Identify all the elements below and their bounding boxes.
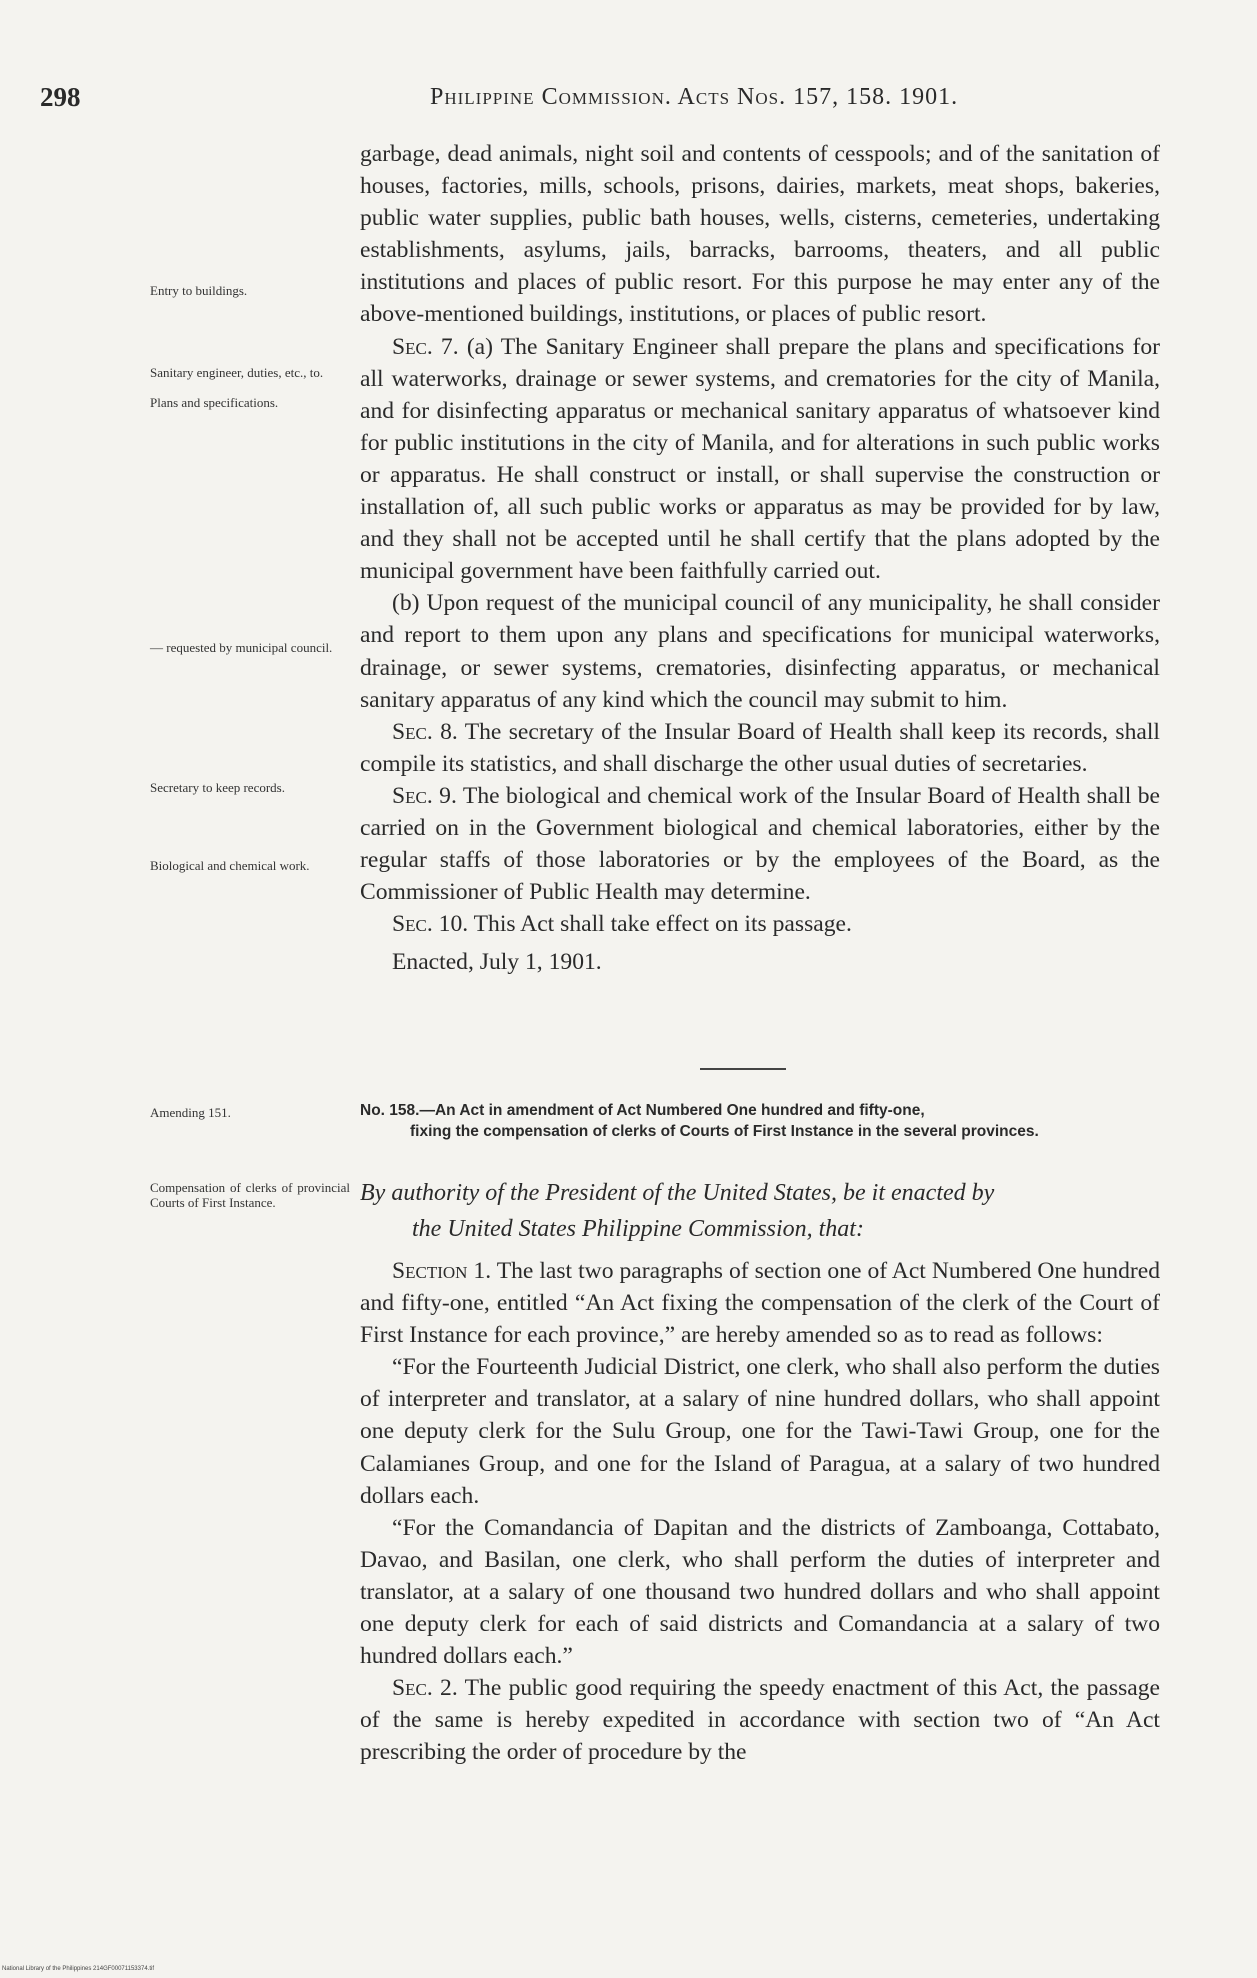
paragraph-quote-1: “For the Fourteenth Judicial District, one clerk, who shall also perform the duties of interpreter and translator, at a salary of nine hundred dollars, who shall appoint one deputy clerk for the Sulu Group, one for the Tawi-Tawi Group, one for the Calamianes Group, and one for the Island of Paragua, at a salary of two hundred dollars each. <box>360 1354 1160 1509</box>
paragraph-sec8 <box>360 716 1160 780</box>
section-divider <box>700 1068 786 1070</box>
margin-note-sanitary-engineer: Sanitary engineer, duties, etc., to. <box>150 365 324 380</box>
paragraph-sec9 <box>360 780 1160 908</box>
paragraph-sec2 <box>360 1672 1160 1768</box>
enacted-date: Enacted, July 1, 1901. <box>392 949 602 976</box>
margin-note-secretary: Secretary to keep records. <box>150 780 285 795</box>
act-158-title <box>360 1100 1160 1142</box>
margin-note-plans: Plans and specifications. <box>150 395 279 410</box>
paragraph-sec7a <box>360 331 1160 588</box>
section-label: Sec. 2. <box>392 1675 458 1702</box>
act-title-line-2: fixing the compensation of clerks of Courts of First Instance in the several provinces. <box>410 1123 1039 1140</box>
paragraph-sanitation: garbage, dead animals, night soil and contents of cesspools; and of the sanitation of houses, factories, mills, schools, prisons, dairies, markets, meat shops, bakeries, public water supplies, public bath houses, wells, cisterns, cemeteries, undertaking establishments, asylums, jails, barracks, barrooms, theaters, and all public institutions and places of public resort. For this purpose he may enter any of the above-mentioned buildings, institutions, or places of public resort. <box>360 141 1160 328</box>
scan-footer: National Library of the Philippines 214GF00071153374.tif <box>2 1966 154 1972</box>
section-text: This Act shall take effect on its passage. <box>473 911 852 938</box>
body-text-upper <box>360 138 1160 978</box>
margin-note-amending: Amending 151. <box>150 1105 231 1120</box>
paragraph-section-1 <box>360 1255 1160 1351</box>
section-label: Section 1. <box>392 1258 492 1284</box>
margin-note-entry: Entry to buildings. <box>150 283 248 298</box>
body-text-lower <box>360 1255 1160 1769</box>
section-label: Sec. 10. <box>392 911 469 938</box>
section-label: Sec. 7. <box>392 333 459 360</box>
section-text: The biological and chemical work of the Insular Board of Health shall be carried on in the Government biological and chemical laboratories, either by the regular staffs of those laboratories or by the employees of the Board, as the Commissioner of Public Health may determine. <box>360 782 1161 906</box>
margin-note-biological: Biological and chemical work. <box>150 858 310 873</box>
section-text: The secretary of the Insular Board of Health shall keep its records, shall compile its statistics, and shall discharge the other usual duties of secretaries. <box>360 718 1160 777</box>
act-title-line-1: No. 158.—An Act in amendment of Act Numbered One hundred and fifty-one, <box>360 1102 925 1119</box>
paragraph-sec7b: (b) Upon request of the municipal council of any municipality, he shall consider and report to them upon any plans and specifications for municipal waterworks, drainage, or sewer systems, crematories, disinfecting apparatus, or mechanical sanitary apparatus of any kind which the council may submit to him. <box>360 590 1160 713</box>
section-label: Sec. 8. <box>392 718 458 745</box>
section-label: Sec. 9. <box>392 782 457 809</box>
section-text: The public good requiring the speedy enactment of this Act, the passage of the same is hereby expedited in accordance with section two of “An Act prescribing the order of procedure by the <box>360 1675 1160 1766</box>
margin-note-requested: — requested by municipal council. <box>150 640 333 655</box>
margin-note-compensation: Compensation of clerks of provincial Courts of First Instance. <box>150 1180 350 1210</box>
paragraph-quote-2: “For the Comandancia of Dapitan and the districts of Zamboanga, Cottabato, Davao, and Basilan, one clerk, who shall perform the duties of interpreter and translator, at a salary of one thousand two hundred dollars and who shall appoint one deputy clerk for each of said districts and Comandancia at a salary of two hundred dollars each.” <box>360 1514 1160 1670</box>
running-title: Philippine Commission. Acts Nos. 157, 158. 1901. <box>430 84 959 110</box>
enact-line-1: By authority of the President of the United States, be it enacted by <box>360 1180 995 1206</box>
section-text: (a) The Sanitary Engineer shall prepare the plans and specifications for all waterworks, drainage or sewer systems, and crematories for the city of Manila, and for disinfecting apparatus or mechanical sanitary apparatus of whatsoever kind for public institutions in the city of Manila, and for alterations in such public works or apparatus. He shall construct or install, or shall supervise the construction or installation of, all such public works or apparatus as may be provided for by law, and they shall not be accepted until he shall certify that the plans adopted by the municipal government have been faithfully carried out. <box>360 333 1161 585</box>
page-number: 298 <box>40 82 81 112</box>
enacting-clause <box>360 1175 1160 1247</box>
page-header <box>40 82 1100 122</box>
paragraph-sec10 <box>360 908 1160 940</box>
enact-line-2: the United States Philippine Commission, that: <box>412 1216 864 1242</box>
section-text: The last two paragraphs of section one of Act Numbered One hundred and fifty-one, entitled “An Act fixing the compensation of the clerk of the Court of First Instance for each province,” are hereby amended so as to read as follows: <box>360 1258 1160 1349</box>
